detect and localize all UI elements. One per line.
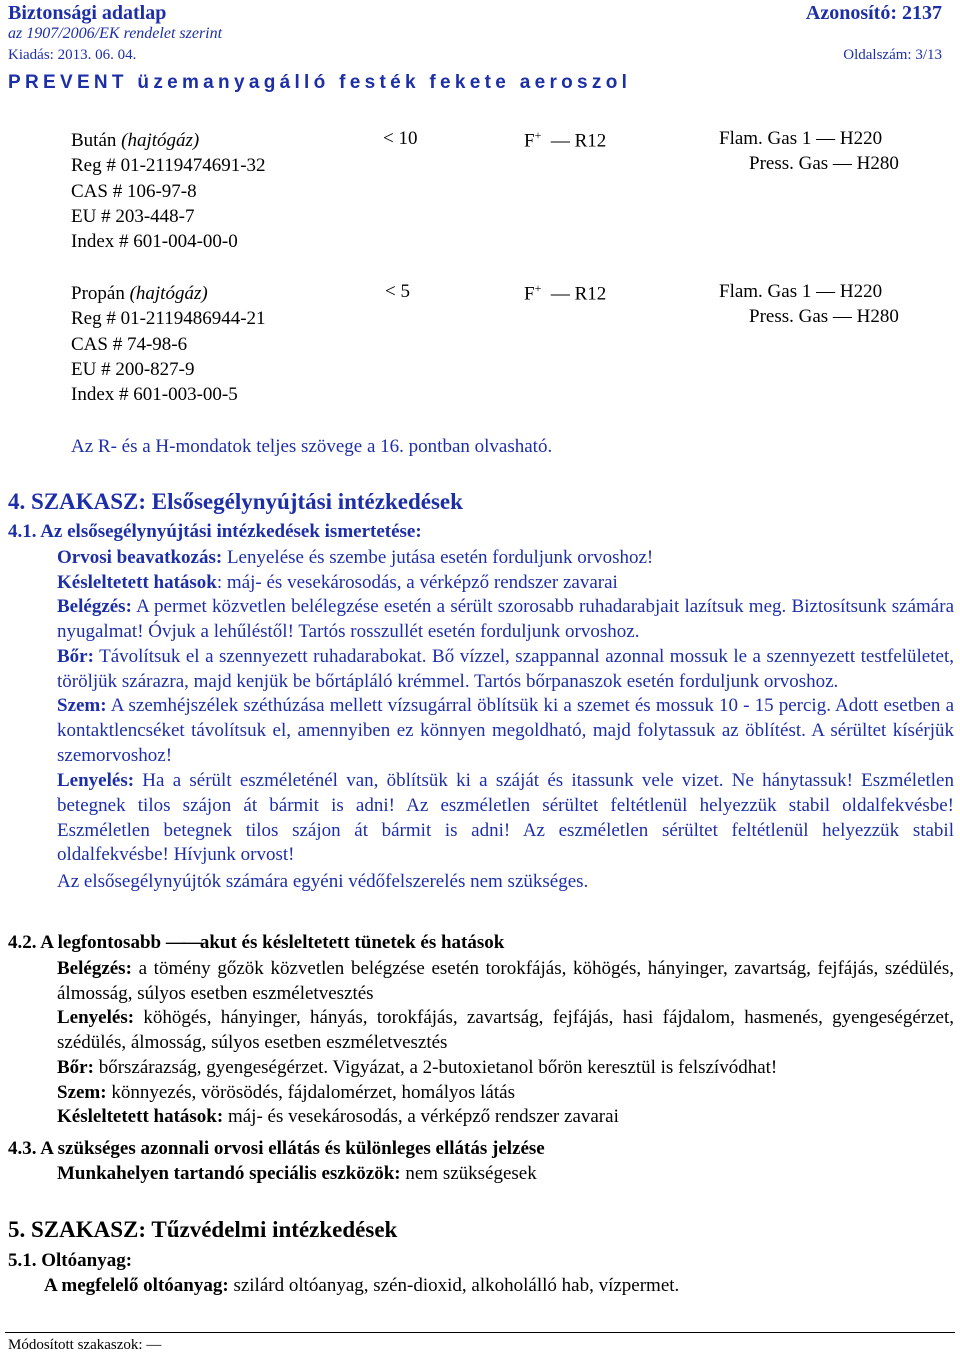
s43-text: nem szükségesek [405,1163,537,1184]
component-classification-r: F+ — R12 [524,128,607,152]
component-name-line [71,281,266,306]
h-statement: H220 [839,128,883,149]
s42-lenyeles-paragraph [57,1006,954,1055]
component-name-line [71,128,266,153]
r-phrase: R12 [574,130,607,152]
section-4-2-title-a: 4.2. A legfontosabb [8,932,166,953]
component-reg: Reg # 01-2119486944-21 [71,308,266,330]
belegzes-paragraph [57,595,954,644]
orvosi-label: Orvosi beavatkozás: [57,547,223,568]
belegzes-label: Belégzés: [57,596,132,618]
component-eu: EU # 203-448-7 [71,205,195,227]
kesleltetett-paragraph [57,571,954,596]
component-cas: CAS # 106-97-8 [71,180,197,202]
s42-lenyeles-label: Lenyelés: [57,1007,135,1029]
h-statement: H280 [856,306,899,327]
lenyeles-label: Lenyelés: [57,770,135,792]
s42-bor-paragraph [57,1056,954,1081]
footer-value: — [146,1337,162,1353]
s42-bor-text: bőrszárazság, gyengeségérzet. Vigyázat, a 2-butoxietanol bőrön keresztül is felszívódhat! [98,1056,778,1078]
s42-bor-label: Bőr: [57,1056,94,1078]
s42-belegzes-paragraph [57,957,954,1006]
szem-text: A szemhéjszélek széthúzása mellett vízsugárral öblítsük ki a szemet és mossuk 10 - 15 percig. Adott esetben a kontaktlencséket távolítsuk el, amennyiben ez könnyen megoldható, majd folytassuk az öblítést. A sérültet kísérjük szemorvoshoz! [57,695,954,766]
s42-kesleltetett-label: Késleltetett hatások: [57,1106,224,1128]
section-4-1-title: 4.1. Az elsősegélynyújtási intézkedések ismertetése: [8,521,422,542]
section-4-1-body [57,546,954,895]
document-title: Biztonsági adatlap [8,2,167,24]
hazard-class: Press. Gas [749,306,829,327]
issue-date: Kiadás: 2013. 06. 04. [8,47,137,63]
section-4-3-title: 4.3. A szükséges azonnali orvosi ellátás és különleges ellátás jelzése [8,1138,545,1159]
szem-paragraph [57,694,954,768]
section-4-2-title: 4.2. A legfontosabb ——akut és késleltetett tünetek és hatások [8,932,505,953]
component-classification-r: F+ — R12 [524,281,607,305]
vedofelszereles-paragraph: Az elsősegélynyújtók számára egyéni védőfelszerelés nem szükséges. [57,871,589,893]
s42-belegzes-label: Belégzés: [57,958,132,979]
product-name: PREVENT üzemanyagálló festék fekete aeroszol [8,72,632,93]
lenyeles-paragraph [57,769,954,868]
hazard-class: Flam. Gas 1 [719,281,812,302]
lenyeles-text: Ha a sérült eszméleténél van, öblítsük ki a száját és itassunk vele vizet. Ne hánytassuk! Eszméletlen betegnek tilos szájon át bármit is adni! Az eszméletlen sérültet feltétlenül helyezzük stabil oldalfekvésbe! Eszméletlen betegnek tilos szájon át bármit is adni! Az eszméletlen sérültet feltétlenül helyezzük stabil oldalfekvésbe! Hívjunk orvost! [57,770,954,866]
page-number: Oldalszám: 3/13 [843,47,942,63]
bor-text: Távolítsuk el a szennyezett ruhadarabokat. Bő vízzel, szappannal azonnal mossuk le a szennyezett testfelületet, töröljük szárazra, majd kenjük be bőrtápláló krémmel. Tartós bőrpanaszok esetén forduljunk orvoshoz. [57,645,954,692]
hazard-class: Flam. Gas 1 [719,128,812,149]
document-id: Azonosító: 2137 [805,2,942,24]
section-5-1-line [44,1275,679,1297]
s42-belegzes-text: a tömény gőzök közvetlen belégzése esetén torokfájás, köhögés, hányinger, zavartság, fejfájás, szédülés, álmosság, súlyos esetben eszméletvesztés [57,958,954,1004]
section-4-title: 4. SZAKASZ: Elsősegélynyújtási intézkedések [8,489,463,514]
section-5-1-title: 5.1. Oltóanyag: [8,1250,133,1271]
hazard-symbol-sup: + [534,281,542,295]
hazard-symbol: F [524,130,535,152]
component-role: (hajtógáz) [121,130,200,151]
s42-szem-paragraph [57,1081,954,1106]
orvosi-text: Lenyelése és szembe jutása esetén forduljunk orvoshoz! [226,547,654,568]
belegzes-text: A permet közvetlen belélegzése esetén a sérült szorosabb ruhadarabjait lazítsuk meg. Biztosítsunk számára nyugalmat! Óvjuk a lehűléstől! Tartós rosszullét esetén forduljunk orvoshoz. [57,596,955,643]
component-index: Index # 601-004-00-0 [71,231,238,253]
component-index: Index # 601-003-00-5 [71,384,238,406]
s42-kesleltetett-paragraph [57,1105,954,1130]
bor-label: Bőr: [57,645,94,667]
component-classification-clp-1: Flam. Gas 1 — H220 [719,281,883,302]
component-reg: Reg # 01-2119474691-32 [71,155,266,177]
component-name: Bután [71,130,117,151]
s42-szem-label: Szem: [57,1081,107,1103]
h-statement: H220 [839,281,883,302]
section-4-3-line [57,1163,537,1185]
footer-label: Módosított szakaszok: [8,1337,143,1353]
s42-lenyeles-text: köhögés, hányinger, hányás, torokfájás, zavartság, fejfájás, hasi fájdalom, hasmenés, gyengeségérzet, szédülés, álmosság, súlyos esetben eszméletvesztés [57,1007,955,1054]
section-5-title: 5. SZAKASZ: Tűzvédelmi intézkedések [8,1217,398,1242]
component-concentration: < 10 [383,128,418,149]
h-statement: H280 [856,153,899,174]
issue-row [8,47,942,64]
olto-text: szilárd oltóanyag, szén-dioxid, alkoholálló hab, vízpermet. [233,1275,680,1296]
szem-label: Szem: [57,695,107,717]
kesleltetett-text: : máj- és vesekárosodás, a vérképző rendszer zavarai [216,571,618,593]
footer [8,1337,161,1354]
component-butane [71,128,266,254]
r-h-phrases-note: Az R- és a H-mondatok teljes szövege a 16. pontban olvasható. [71,436,553,457]
s42-kesleltetett-text: máj- és vesekárosodás, a vérképző rendszer zavarai [227,1106,619,1128]
section-4-2-title-b: akut és késleltetett tünetek és hatások [199,932,505,953]
orvosi-paragraph [57,546,954,571]
component-classification-clp-2: Press. Gas — H280 [749,306,899,327]
hazard-symbol: F [524,283,535,305]
regulation-line: az 1907/2006/EK rendelet szerint [8,25,223,42]
component-name: Propán [71,283,125,304]
footer-divider [5,1332,955,1333]
component-concentration: < 5 [385,281,410,302]
component-classification-clp-1: Flam. Gas 1 — H220 [719,128,883,149]
header-row-title [8,2,942,24]
component-cas: CAS # 74-98-6 [71,333,188,355]
s42-szem-text: könnyezés, vörösödés, fájdalomérzet, homályos látás [111,1081,515,1103]
hazard-symbol-sup: + [534,128,542,142]
component-classification-clp-2: Press. Gas — H280 [749,153,899,174]
olto-label: A megfelelő oltóanyag: [44,1275,229,1296]
section-4-2-body [57,957,954,1130]
component-role: (hajtógáz) [129,283,208,304]
hazard-class: Press. Gas [749,153,829,174]
s43-label: Munkahelyen tartandó speciális eszközök: [57,1163,401,1184]
component-eu: EU # 200-827-9 [71,358,195,380]
kesleltetett-label: Késleltetett hatások [57,571,217,593]
bor-paragraph [57,645,954,694]
r-phrase: R12 [574,283,607,305]
component-propane [71,281,266,407]
